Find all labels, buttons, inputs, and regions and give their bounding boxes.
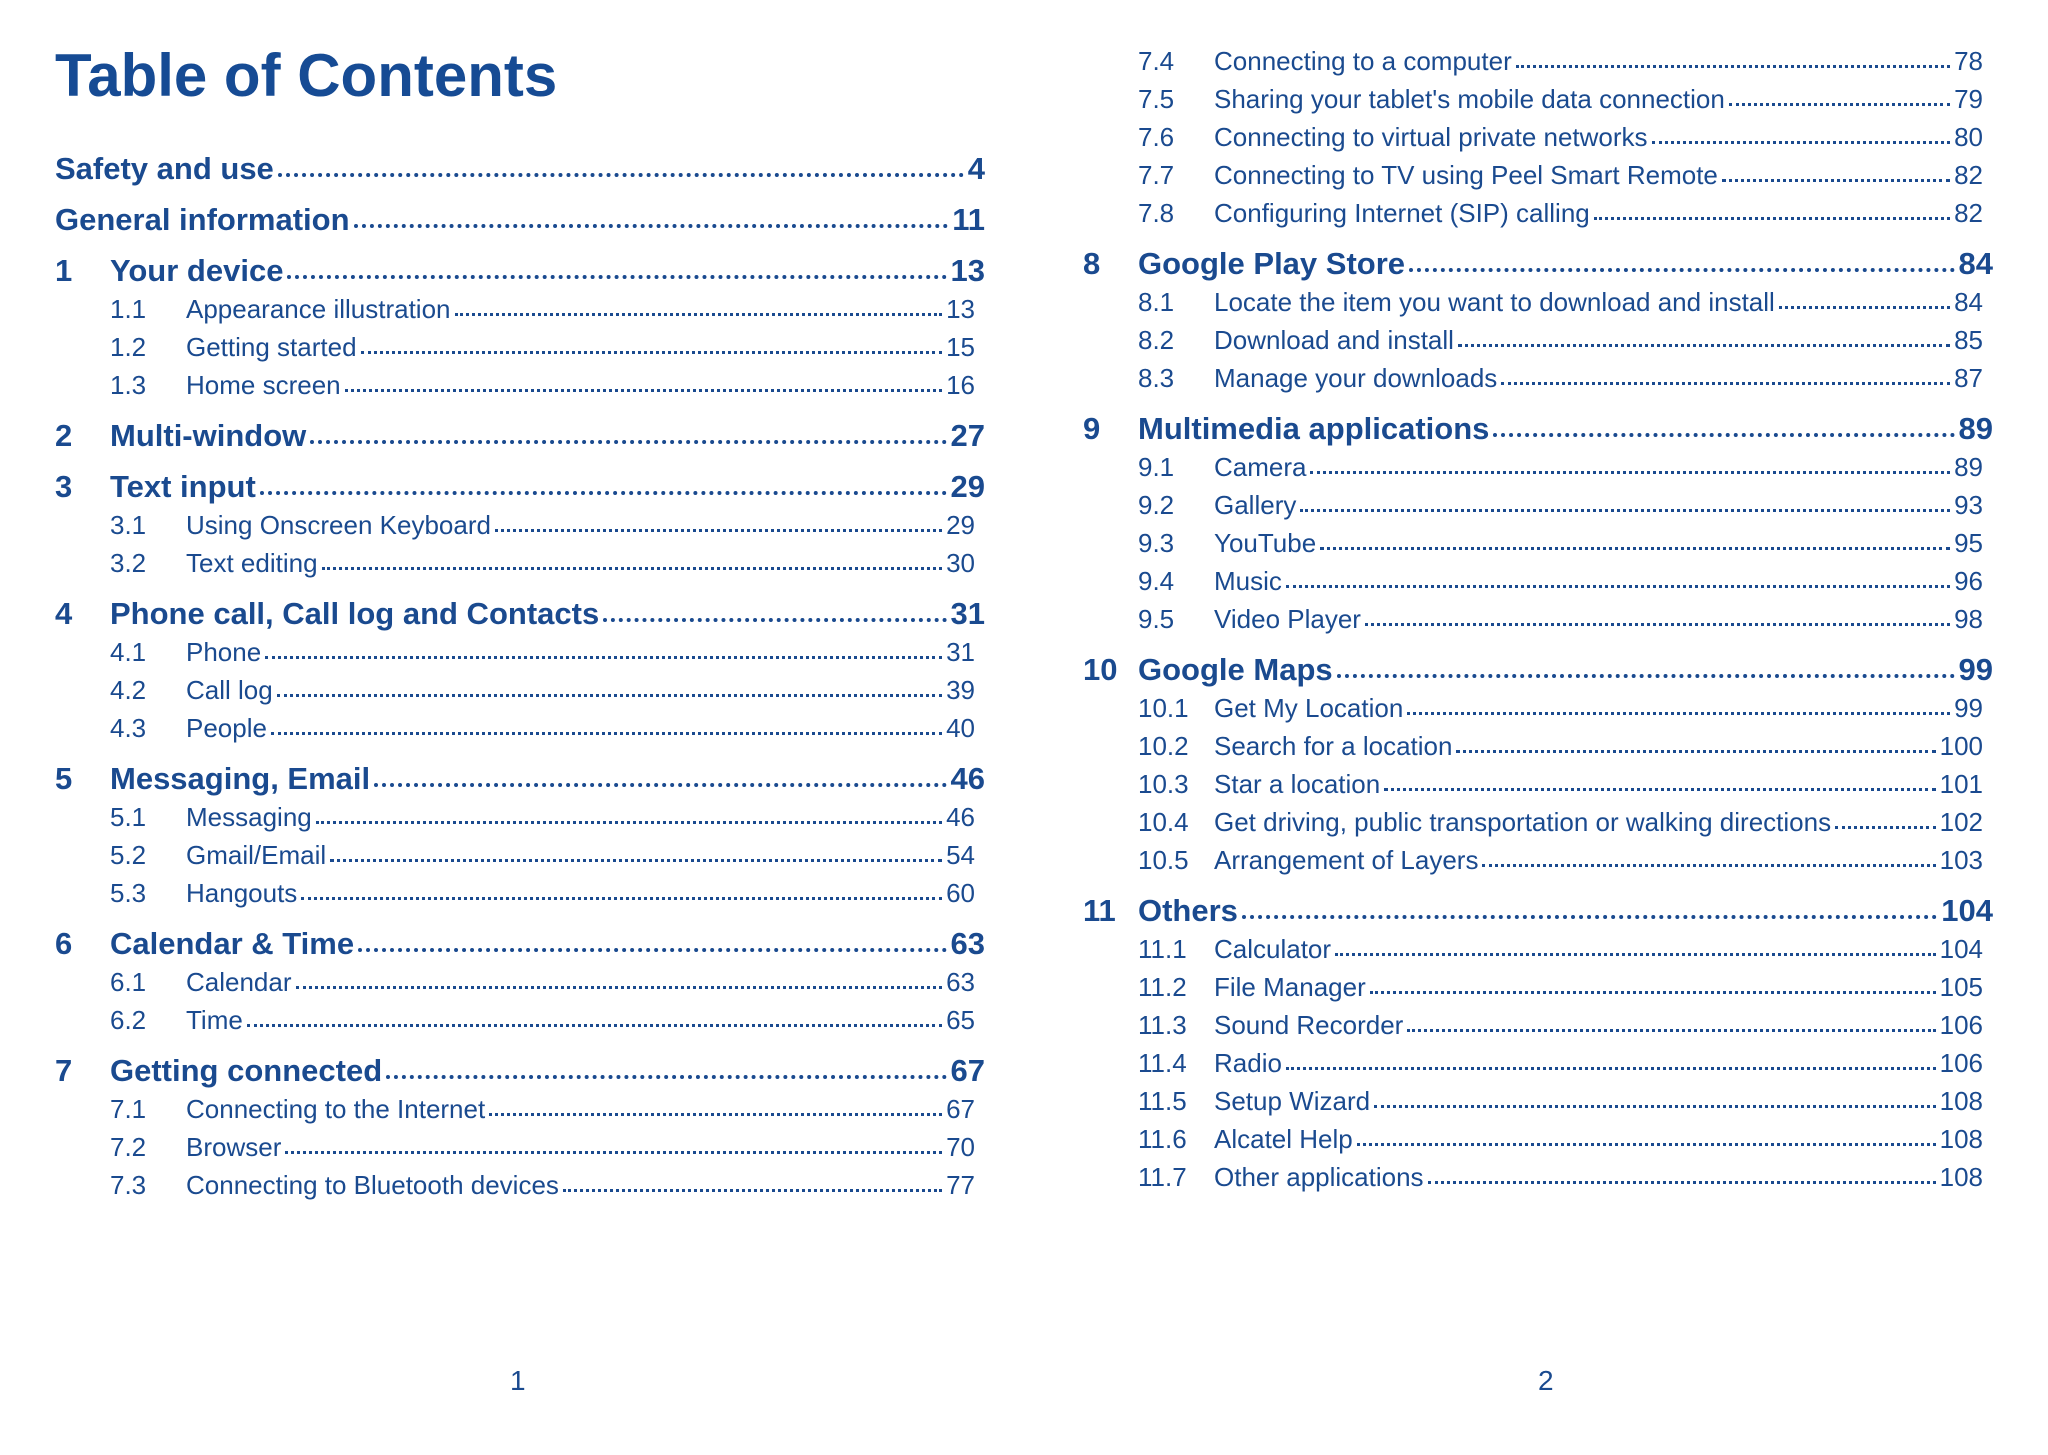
toc-chapter-entry[interactable] bbox=[1083, 410, 1993, 448]
entry-page-number: 106 bbox=[1939, 1048, 1983, 1078]
toc-chapter-entry[interactable] bbox=[55, 417, 985, 455]
toc-section-entry[interactable] bbox=[1083, 359, 1993, 397]
entry-title: Messaging bbox=[186, 802, 312, 832]
toc-section-entry[interactable] bbox=[1083, 283, 1993, 321]
entry-page-number: 63 bbox=[946, 967, 975, 997]
dot-leader bbox=[316, 821, 942, 824]
entry-title: Radio bbox=[1214, 1048, 1282, 1078]
toc-section-entry[interactable] bbox=[1083, 194, 1993, 232]
document-title: Table of Contents bbox=[55, 42, 558, 109]
toc-section-entry[interactable] bbox=[55, 836, 985, 874]
entry-page-number: 87 bbox=[1954, 363, 1983, 393]
entry-number: 11.4 bbox=[1138, 1048, 1187, 1078]
entry-page-number: 108 bbox=[1939, 1162, 1983, 1192]
entry-page-number: 29 bbox=[950, 469, 985, 504]
entry-page-number: 30 bbox=[946, 548, 975, 578]
entry-title: Video Player bbox=[1214, 604, 1361, 634]
entry-title: YouTube bbox=[1214, 528, 1317, 558]
entry-page-number: 101 bbox=[1939, 769, 1983, 799]
entry-page-number: 82 bbox=[1954, 160, 1983, 190]
entry-title: Messaging, Email bbox=[110, 761, 371, 796]
entry-title: Alcatel Help bbox=[1214, 1124, 1353, 1154]
entry-page-number: 15 bbox=[946, 332, 975, 362]
entry-page-number: 46 bbox=[946, 802, 975, 832]
entry-title: Get My Location bbox=[1214, 693, 1404, 723]
entry-page-number: 98 bbox=[1954, 604, 1983, 634]
entry-title: Download and install bbox=[1214, 325, 1454, 355]
toc-section-entry[interactable] bbox=[1083, 42, 1993, 80]
entry-number: 11.7 bbox=[1138, 1162, 1187, 1192]
entry-title: Music bbox=[1214, 566, 1282, 596]
toc-section-entry[interactable] bbox=[1083, 156, 1993, 194]
toc-section-entry[interactable] bbox=[1083, 841, 1993, 879]
toc-chapter-entry[interactable] bbox=[55, 252, 985, 290]
entry-title: Google Play Store bbox=[1138, 246, 1406, 281]
toc-chapter-entry[interactable] bbox=[1083, 245, 1993, 283]
entry-page-number: 108 bbox=[1939, 1086, 1983, 1116]
toc-chapter-entry[interactable] bbox=[55, 1052, 985, 1090]
entry-title: Arrangement of Layers bbox=[1214, 845, 1479, 875]
dot-leader bbox=[1374, 1105, 1936, 1108]
dot-leader bbox=[1722, 179, 1950, 182]
entry-title: Gmail/Email bbox=[186, 840, 327, 870]
entry-number: 11.2 bbox=[1138, 972, 1187, 1002]
entry-page-number: 70 bbox=[946, 1132, 975, 1162]
dot-leader bbox=[374, 783, 946, 787]
entry-number: 5.1 bbox=[110, 802, 147, 832]
entry-number: 4 bbox=[55, 596, 73, 631]
dot-leader bbox=[1320, 547, 1950, 550]
dot-leader bbox=[386, 1075, 946, 1079]
page-number-left: 1 bbox=[510, 1365, 526, 1396]
dot-leader bbox=[265, 656, 942, 659]
toc-list-right bbox=[1083, 42, 1993, 1196]
dot-leader bbox=[1456, 750, 1935, 753]
entry-page-number: 104 bbox=[1939, 934, 1983, 964]
entry-page-number: 16 bbox=[946, 370, 975, 400]
entry-number: 10.3 bbox=[1138, 769, 1189, 799]
toc-section-entry[interactable] bbox=[1083, 689, 1993, 727]
dot-leader bbox=[1779, 306, 1950, 309]
toc-chapter-entry[interactable] bbox=[1083, 892, 1993, 930]
entry-page-number: 99 bbox=[1954, 693, 1983, 723]
entry-page-number: 4 bbox=[967, 151, 985, 186]
entry-page-number: 108 bbox=[1939, 1124, 1983, 1154]
entry-page-number: 13 bbox=[950, 253, 985, 288]
dot-leader bbox=[354, 224, 949, 228]
entry-number: 5.3 bbox=[110, 878, 147, 908]
right-page bbox=[1083, 0, 1993, 1455]
toc-section-entry[interactable] bbox=[55, 709, 985, 747]
entry-page-number: 13 bbox=[946, 294, 975, 324]
dot-leader bbox=[1242, 915, 1937, 919]
toc-section-entry[interactable] bbox=[1083, 803, 1993, 841]
entry-page-number: 84 bbox=[1954, 287, 1983, 317]
entry-number: 7.1 bbox=[110, 1094, 147, 1124]
entry-page-number: 89 bbox=[1954, 452, 1983, 482]
entry-page-number: 27 bbox=[950, 418, 985, 453]
toc-chapter-entry[interactable] bbox=[55, 468, 985, 506]
dot-leader bbox=[1335, 953, 1936, 956]
entry-page-number: 96 bbox=[1954, 566, 1983, 596]
entry-title: Call log bbox=[186, 675, 273, 705]
entry-page-number: 31 bbox=[946, 637, 975, 667]
entry-number: 5 bbox=[55, 761, 73, 796]
entry-title: Text input bbox=[110, 469, 256, 504]
toc-section-entry[interactable] bbox=[1083, 600, 1993, 638]
entry-number: 9.4 bbox=[1138, 566, 1175, 596]
entry-number: 4.1 bbox=[110, 637, 147, 667]
entry-number: 7.3 bbox=[110, 1170, 147, 1200]
entry-title: Phone call, Call log and Contacts bbox=[110, 596, 600, 631]
toc-chapter-entry[interactable] bbox=[55, 595, 985, 633]
entry-page-number: 93 bbox=[1954, 490, 1983, 520]
entry-page-number: 103 bbox=[1939, 845, 1983, 875]
dot-leader bbox=[563, 1189, 942, 1192]
entry-title: Using Onscreen Keyboard bbox=[186, 510, 491, 540]
dot-leader bbox=[247, 1024, 942, 1027]
entry-number: 9 bbox=[1083, 411, 1101, 446]
dot-leader bbox=[322, 567, 943, 570]
dot-leader bbox=[330, 859, 942, 862]
dot-leader bbox=[361, 351, 943, 354]
entry-title: Calendar bbox=[186, 967, 292, 997]
entry-number: 10 bbox=[1083, 652, 1118, 687]
toc-section-entry[interactable] bbox=[1083, 765, 1993, 803]
entry-title: People bbox=[186, 713, 267, 743]
entry-page-number: 99 bbox=[1958, 652, 1993, 687]
entry-title: Calendar & Time bbox=[110, 926, 355, 961]
dot-leader bbox=[1384, 788, 1935, 791]
entry-page-number: 95 bbox=[1954, 528, 1983, 558]
entry-number: 6.2 bbox=[110, 1005, 147, 1035]
dot-leader bbox=[260, 491, 947, 495]
entry-page-number: 105 bbox=[1939, 972, 1983, 1002]
toc-chapter-entry[interactable] bbox=[55, 150, 985, 188]
entry-page-number: 31 bbox=[950, 596, 985, 631]
dot-leader bbox=[1286, 585, 1950, 588]
entry-number: 3.1 bbox=[110, 510, 147, 540]
entry-page-number: 29 bbox=[946, 510, 975, 540]
toc-section-entry[interactable] bbox=[55, 1128, 985, 1166]
entry-number: 10.5 bbox=[1138, 845, 1189, 875]
entry-page-number: 79 bbox=[1954, 84, 1983, 114]
dot-leader bbox=[310, 440, 946, 444]
entry-page-number: 67 bbox=[946, 1094, 975, 1124]
entry-title: Locate the item you want to download and install bbox=[1214, 287, 1775, 317]
entry-number: 2 bbox=[55, 418, 73, 453]
entry-number: 6 bbox=[55, 926, 73, 961]
toc-chapter-entry[interactable] bbox=[55, 201, 985, 239]
entry-title: Text editing bbox=[186, 548, 318, 578]
entry-title: Connecting to TV using Peel Smart Remote bbox=[1214, 160, 1718, 190]
entry-title: Manage your downloads bbox=[1214, 363, 1498, 393]
dot-leader bbox=[1652, 141, 1951, 144]
dot-leader bbox=[1370, 991, 1936, 994]
entry-number: 7.8 bbox=[1138, 198, 1175, 228]
entry-number: 7.2 bbox=[110, 1132, 147, 1162]
entry-title: Connecting to a computer bbox=[1214, 46, 1512, 76]
dot-leader bbox=[1337, 674, 1955, 678]
entry-number: 9.2 bbox=[1138, 490, 1175, 520]
toc-section-entry[interactable] bbox=[1083, 118, 1993, 156]
toc-section-entry[interactable] bbox=[55, 963, 985, 1001]
entry-page-number: 82 bbox=[1954, 198, 1983, 228]
entry-number: 10.4 bbox=[1138, 807, 1189, 837]
entry-number: 11.1 bbox=[1138, 934, 1187, 964]
toc-chapter-entry[interactable] bbox=[55, 925, 985, 963]
entry-number: 4.3 bbox=[110, 713, 147, 743]
entry-number: 10.2 bbox=[1138, 731, 1189, 761]
toc-section-entry[interactable] bbox=[55, 1001, 985, 1039]
entry-number: 7.4 bbox=[1138, 46, 1175, 76]
dot-leader bbox=[271, 732, 942, 735]
toc-section-entry[interactable] bbox=[55, 290, 985, 328]
toc-section-entry[interactable] bbox=[1083, 930, 1993, 968]
entry-page-number: 40 bbox=[946, 713, 975, 743]
entry-number: 6.1 bbox=[110, 967, 147, 997]
entry-number: 7.5 bbox=[1138, 84, 1175, 114]
dot-leader bbox=[1407, 712, 1950, 715]
dot-leader bbox=[495, 529, 942, 532]
entry-page-number: 77 bbox=[946, 1170, 975, 1200]
entry-title: Google Maps bbox=[1138, 652, 1333, 687]
dot-leader bbox=[1594, 217, 1950, 220]
toc-section-entry[interactable] bbox=[1083, 1006, 1993, 1044]
entry-title: Multi-window bbox=[110, 418, 307, 453]
entry-title: Time bbox=[186, 1005, 243, 1035]
entry-title: Your device bbox=[110, 253, 284, 288]
toc-section-entry[interactable] bbox=[1083, 321, 1993, 359]
entry-title: Home screen bbox=[186, 370, 341, 400]
dot-leader bbox=[1365, 623, 1950, 626]
dot-leader bbox=[345, 389, 942, 392]
dot-leader bbox=[296, 986, 943, 989]
dot-leader bbox=[1407, 1029, 1935, 1032]
toc-section-entry[interactable] bbox=[55, 506, 985, 544]
entry-number: 7.6 bbox=[1138, 122, 1175, 152]
entry-number: 11.3 bbox=[1138, 1010, 1187, 1040]
entry-number: 1.1 bbox=[110, 294, 147, 324]
toc-section-entry[interactable] bbox=[55, 544, 985, 582]
dot-leader bbox=[358, 948, 946, 952]
dot-leader bbox=[287, 275, 946, 279]
dot-leader bbox=[1516, 65, 1950, 68]
left-page bbox=[55, 0, 985, 1455]
entry-title: Hangouts bbox=[186, 878, 298, 908]
entry-title: Calculator bbox=[1214, 934, 1332, 964]
entry-page-number: 11 bbox=[952, 202, 985, 237]
entry-number: 1.3 bbox=[110, 370, 147, 400]
entry-number: 8.1 bbox=[1138, 287, 1175, 317]
entry-number: 9.5 bbox=[1138, 604, 1175, 634]
entry-number: 8.3 bbox=[1138, 363, 1175, 393]
entry-page-number: 78 bbox=[1954, 46, 1983, 76]
entry-number: 10.1 bbox=[1138, 693, 1189, 723]
toc-section-entry[interactable] bbox=[1083, 968, 1993, 1006]
entry-title: Phone bbox=[186, 637, 262, 667]
entry-page-number: 84 bbox=[1958, 246, 1993, 281]
entry-title: Get driving, public transportation or walking directions bbox=[1214, 807, 1832, 837]
toc-section-entry[interactable] bbox=[1083, 727, 1993, 765]
dot-leader bbox=[603, 618, 946, 622]
entry-number: 7.7 bbox=[1138, 160, 1175, 190]
entry-title: File Manager bbox=[1214, 972, 1366, 1002]
entry-page-number: 67 bbox=[950, 1053, 985, 1088]
toc-section-entry[interactable] bbox=[1083, 1044, 1993, 1082]
entry-title: Others bbox=[1138, 893, 1238, 928]
toc-section-entry[interactable] bbox=[1083, 1158, 1993, 1196]
toc-section-entry[interactable] bbox=[55, 1090, 985, 1128]
entry-number: 11 bbox=[1083, 893, 1116, 928]
dot-leader bbox=[1357, 1143, 1936, 1146]
dot-leader bbox=[1835, 826, 1936, 829]
entry-title: Multimedia applications bbox=[1138, 411, 1490, 446]
page-number-right: 2 bbox=[1538, 1365, 1554, 1396]
toc-section-entry[interactable] bbox=[55, 366, 985, 404]
dot-leader bbox=[1482, 864, 1935, 867]
entry-number: 4.2 bbox=[110, 675, 147, 705]
entry-page-number: 63 bbox=[950, 926, 985, 961]
entry-page-number: 46 bbox=[950, 761, 985, 796]
toc-section-entry[interactable] bbox=[1083, 1082, 1993, 1120]
dot-leader bbox=[301, 897, 942, 900]
entry-number: 11.6 bbox=[1138, 1124, 1187, 1154]
toc-section-entry[interactable] bbox=[1083, 80, 1993, 118]
toc-section-entry[interactable] bbox=[1083, 562, 1993, 600]
entry-title: Browser bbox=[186, 1132, 282, 1162]
entry-title: Star a location bbox=[1214, 769, 1381, 799]
toc-chapter-entry[interactable] bbox=[1083, 651, 1993, 689]
entry-number: 8.2 bbox=[1138, 325, 1175, 355]
entry-title: Configuring Internet (SIP) calling bbox=[1214, 198, 1590, 228]
entry-page-number: 102 bbox=[1939, 807, 1983, 837]
entry-number: 9.3 bbox=[1138, 528, 1175, 558]
dot-leader bbox=[278, 173, 964, 177]
toc-section-entry[interactable] bbox=[55, 633, 985, 671]
dot-leader bbox=[1310, 471, 1950, 474]
entry-page-number: 60 bbox=[946, 878, 975, 908]
entry-page-number: 106 bbox=[1939, 1010, 1983, 1040]
entry-number: 3 bbox=[55, 469, 73, 504]
entry-title: Connecting to Bluetooth devices bbox=[186, 1170, 559, 1200]
entry-title: Getting connected bbox=[110, 1053, 383, 1088]
entry-number: 7 bbox=[55, 1053, 73, 1088]
entry-title: Safety and use bbox=[55, 151, 274, 186]
entry-title: Sharing your tablet's mobile data connection bbox=[1214, 84, 1725, 114]
toc-section-entry[interactable] bbox=[55, 874, 985, 912]
entry-number: 1 bbox=[55, 253, 73, 288]
entry-title: Appearance illustration bbox=[186, 294, 451, 324]
dot-leader bbox=[277, 694, 942, 697]
toc-section-entry[interactable] bbox=[55, 798, 985, 836]
entry-number: 11.5 bbox=[1138, 1086, 1187, 1116]
entry-number: 1.2 bbox=[110, 332, 147, 362]
dot-leader bbox=[1428, 1181, 1936, 1184]
toc-section-entry[interactable] bbox=[55, 1166, 985, 1204]
entry-title: Other applications bbox=[1214, 1162, 1424, 1192]
entry-title: Connecting to the Internet bbox=[186, 1094, 486, 1124]
toc-section-entry[interactable] bbox=[55, 328, 985, 366]
dot-leader bbox=[1501, 382, 1950, 385]
entry-page-number: 54 bbox=[946, 840, 975, 870]
toc-section-entry[interactable] bbox=[1083, 524, 1993, 562]
entry-title: Getting started bbox=[186, 332, 357, 362]
entry-title: Gallery bbox=[1214, 490, 1297, 520]
entry-title: Setup Wizard bbox=[1214, 1086, 1371, 1116]
dot-leader bbox=[489, 1113, 942, 1116]
entry-title: Connecting to virtual private networks bbox=[1214, 122, 1648, 152]
entry-title: Camera bbox=[1214, 452, 1307, 482]
toc-section-entry[interactable] bbox=[1083, 448, 1993, 486]
entry-page-number: 80 bbox=[1954, 122, 1983, 152]
entry-number: 9.1 bbox=[1138, 452, 1175, 482]
entry-page-number: 104 bbox=[1941, 893, 1993, 928]
entry-title: Sound Recorder bbox=[1214, 1010, 1404, 1040]
entry-page-number: 89 bbox=[1958, 411, 1993, 446]
toc-list-left bbox=[55, 150, 985, 1204]
entry-page-number: 85 bbox=[1954, 325, 1983, 355]
entry-title: Search for a location bbox=[1214, 731, 1453, 761]
entry-title: General information bbox=[55, 202, 350, 237]
dot-leader bbox=[1300, 509, 1950, 512]
entry-number: 8 bbox=[1083, 246, 1101, 281]
entry-page-number: 100 bbox=[1939, 731, 1983, 761]
dot-leader bbox=[285, 1151, 942, 1154]
entry-number: 3.2 bbox=[110, 548, 147, 578]
dot-leader bbox=[1286, 1067, 1936, 1070]
dot-leader bbox=[1729, 103, 1950, 106]
toc-section-entry[interactable] bbox=[1083, 486, 1993, 524]
entry-number: 5.2 bbox=[110, 840, 147, 870]
toc-section-entry[interactable] bbox=[1083, 1120, 1993, 1158]
dot-leader bbox=[1458, 344, 1950, 347]
dot-leader bbox=[455, 313, 943, 316]
entry-page-number: 39 bbox=[946, 675, 975, 705]
entry-page-number: 65 bbox=[946, 1005, 975, 1035]
dot-leader bbox=[1409, 268, 1955, 272]
toc-chapter-entry[interactable] bbox=[55, 760, 985, 798]
toc-section-entry[interactable] bbox=[55, 671, 985, 709]
dot-leader bbox=[1493, 433, 1954, 437]
